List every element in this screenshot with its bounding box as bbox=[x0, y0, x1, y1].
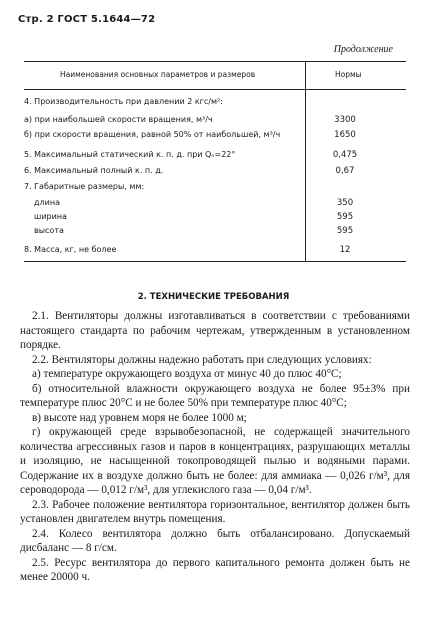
row-label: длина bbox=[34, 198, 60, 207]
row-value: 350 bbox=[336, 198, 354, 208]
row-label: 6. Максимальный полный к. п. д. bbox=[24, 166, 164, 175]
page-header: Стр. 2 ГОСТ 5.1644—72 bbox=[18, 14, 156, 25]
row-label: ширина bbox=[34, 212, 67, 221]
row-value: 1650 bbox=[334, 130, 356, 140]
row-label: 4. Производительность при давлении 2 кгс/м²: bbox=[24, 97, 223, 106]
table-row bbox=[24, 97, 406, 111]
row-label: 7. Габаритные размеры, мм: bbox=[24, 182, 145, 191]
table-row bbox=[24, 245, 406, 259]
table-row bbox=[24, 198, 406, 212]
row-label: высота bbox=[34, 226, 64, 235]
section-body bbox=[20, 309, 410, 585]
table-row bbox=[24, 130, 406, 144]
paragraph: 2.4. Колесо вентилятора должно быть отбалансировано. Допускаемый дисбаланс — 8 г/см. bbox=[20, 527, 410, 554]
section-title: 2. ТЕХНИЧЕСКИЕ ТРЕБОВАНИЯ bbox=[137, 292, 290, 302]
row-label: 5. Максимальный статический к. п. д. при Qₙ=22° bbox=[24, 150, 236, 159]
table-row bbox=[24, 182, 406, 196]
table-row bbox=[24, 226, 406, 240]
table-row bbox=[24, 212, 406, 226]
paragraph: г) окружающей среде взрывобезопасной, не содержащей значительного количества агрессивных газов и паров в концентрациях, разрушающих металлы и изоляцию, не насыщенной токопроводящей пылью и водяными парами. Содержание их в воздухе должно быть не более: для аммиака — 0,026 г/м³, для сероводорода — 0,012 г/м³, для углекислого газа — 0,04 г/м³. bbox=[20, 426, 410, 496]
paragraph: 2.5. Ресурс вентилятора до первого капитального ремонта должен быть не менее 20000 ч. bbox=[20, 556, 410, 583]
row-value: 595 bbox=[336, 212, 354, 222]
column-header-norms: Нормы bbox=[335, 70, 362, 79]
row-value: 0,67 bbox=[335, 166, 355, 176]
table-row bbox=[24, 115, 406, 129]
column-header-parameters: Наименования основных параметров и размеров bbox=[60, 70, 256, 79]
paragraph: 2.2. Вентиляторы должны надежно работать при следующих условиях: bbox=[32, 353, 372, 366]
row-value: 595 bbox=[336, 226, 354, 236]
table-row bbox=[24, 150, 406, 164]
table-bottom-rule bbox=[24, 261, 406, 262]
paragraph: в) высоте над уровнем моря не более 1000 м; bbox=[32, 411, 247, 424]
table-header-rule bbox=[24, 89, 406, 90]
table-top-rule bbox=[24, 61, 406, 62]
continuation-label: Продолжение bbox=[333, 44, 393, 55]
row-value: 3300 bbox=[334, 115, 356, 125]
row-label: б) при скорости вращения, равной 50% от наибольшей, м³/ч bbox=[24, 130, 281, 139]
paragraph: 2.1. Вентиляторы должны изготавливаться в соответствии с требованиями настоящего стандарта по рабочим чертежам, утвержденным в установленном порядке. bbox=[20, 310, 410, 351]
row-value: 0,475 bbox=[332, 150, 358, 160]
paragraph: а) температуре окружающего воздуха от минус 40 до плюс 40°С; bbox=[32, 368, 342, 380]
paragraph: 2.3. Рабочее положение вентилятора горизонтальное, вентилятор должен быть установлен двигателем внутрь помещения. bbox=[20, 498, 410, 525]
row-value: 12 bbox=[339, 245, 351, 255]
row-label: 8. Масса, кг, не более bbox=[24, 245, 117, 254]
row-label: а) при наибольшей скорости вращения, м³/ч bbox=[24, 115, 213, 124]
table-row bbox=[24, 166, 406, 180]
paragraph: б) относительной влажности окружающего воздуха не более 95±3% при температуре плюс 20°С и не более 50% при температуре плюс 40°С; bbox=[20, 382, 410, 409]
